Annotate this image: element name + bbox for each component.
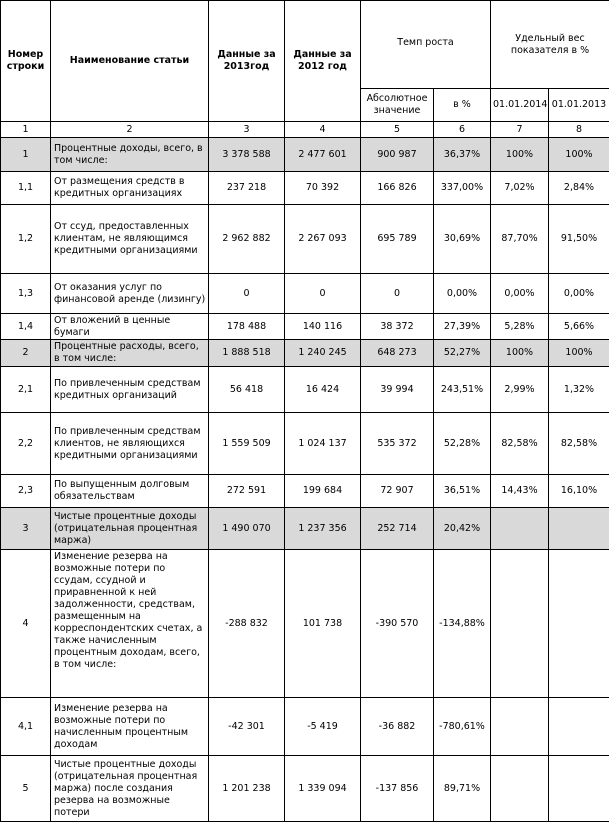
table-row [1,508,609,550]
row-percent: 20,42% [434,508,491,550]
row-share-2014: 100% [491,340,549,367]
column-number: 2 [51,122,209,138]
row-value-2012: 101 738 [285,550,361,698]
row-code: 2 [1,340,51,367]
row-percent: 89,71% [434,756,491,822]
row-name: По выпущенным долговым обязательствам [51,475,209,508]
row-value-2012: 1 339 094 [285,756,361,822]
row-name: Изменение резерва на возможные потери по ссудам, ссудной и приравненной к ней задолженности, средствам, размещенным на корреспондентских счетах, а также начисленным процентным доходам, всего, в том числе: [51,550,209,698]
row-absolute: 252 714 [361,508,434,550]
column-number: 5 [361,122,434,138]
row-absolute: 38 372 [361,314,434,340]
row-value-2013: 178 488 [209,314,285,340]
row-share-2013: 2,84% [549,172,609,205]
row-share-2014 [491,550,549,698]
row-percent: 52,27% [434,340,491,367]
row-percent: -780,61% [434,698,491,756]
row-name: По привлеченным средствам клиентов, не являющихся кредитными организациями [51,413,209,475]
header-date-2014: 01.01.2014 [491,89,549,122]
row-absolute: 72 907 [361,475,434,508]
header-data-2012: Данные за 2012 год [285,1,361,122]
table-row [1,274,609,314]
table-row [1,698,609,756]
row-share-2013: 91,50% [549,205,609,274]
row-name: Изменение резерва на возможные потери по начисленным процентным доходам [51,698,209,756]
row-value-2012: 199 684 [285,475,361,508]
row-name: Чистые процентные доходы (отрицательная процентная маржа) [51,508,209,550]
row-name: От оказания услуг по финансовой аренде (лизингу) [51,274,209,314]
table-row [1,205,609,274]
row-share-2014: 82,58% [491,413,549,475]
row-code: 1,4 [1,314,51,340]
header-growth: Темп роста [361,1,491,89]
row-percent: 52,28% [434,413,491,475]
row-value-2013: 1 201 238 [209,756,285,822]
table-row [1,367,609,413]
row-value-2012: 0 [285,274,361,314]
row-share-2013: 16,10% [549,475,609,508]
row-code: 2,2 [1,413,51,475]
row-value-2012: 2 477 601 [285,138,361,172]
row-name: Процентные доходы, всего, в том числе: [51,138,209,172]
row-value-2012: 16 424 [285,367,361,413]
table-row [1,550,609,698]
row-code: 4 [1,550,51,698]
row-value-2013: 1 559 509 [209,413,285,475]
row-absolute: 900 987 [361,138,434,172]
row-absolute: 648 273 [361,340,434,367]
column-number: 7 [491,122,549,138]
row-code: 2,3 [1,475,51,508]
row-share-2013 [549,698,609,756]
row-code: 1,1 [1,172,51,205]
row-value-2013: 0 [209,274,285,314]
row-share-2014 [491,698,549,756]
row-share-2014 [491,756,549,822]
row-value-2013: 1 888 518 [209,340,285,367]
column-number: 1 [1,122,51,138]
row-code: 5 [1,756,51,822]
row-value-2013: 2 962 882 [209,205,285,274]
row-share-2014: 14,43% [491,475,549,508]
header-data-2013: Данные за 2013год [209,1,285,122]
row-share-2014: 87,70% [491,205,549,274]
column-number: 3 [209,122,285,138]
table-row [1,340,609,367]
row-name: От ссуд, предоставленных клиентам, не являющимся кредитными организациями [51,205,209,274]
row-percent: 27,39% [434,314,491,340]
row-value-2012: 1 024 137 [285,413,361,475]
row-code: 1,2 [1,205,51,274]
row-share-2013 [549,508,609,550]
table-row [1,172,609,205]
row-code: 3 [1,508,51,550]
row-absolute: 39 994 [361,367,434,413]
row-absolute: 166 826 [361,172,434,205]
row-code: 4,1 [1,698,51,756]
header-absolute: Абсолютное значение [361,89,434,122]
table-row [1,756,609,822]
row-value-2012: 2 267 093 [285,205,361,274]
header-date-2013: 01.01.2013 [549,89,609,122]
column-number: 6 [434,122,491,138]
row-share-2013: 100% [549,138,609,172]
row-percent: -134,88% [434,550,491,698]
row-share-2014: 5,28% [491,314,549,340]
row-code: 2,1 [1,367,51,413]
row-code: 1 [1,138,51,172]
row-value-2012: 140 116 [285,314,361,340]
column-number: 4 [285,122,361,138]
header-name: Наименование статьи [51,1,209,122]
row-percent: 337,00% [434,172,491,205]
table-row [1,138,609,172]
row-value-2012: 1 237 356 [285,508,361,550]
row-code: 1,3 [1,274,51,314]
row-absolute: -36 882 [361,698,434,756]
row-percent: 243,51% [434,367,491,413]
row-share-2014: 100% [491,138,549,172]
row-percent: 36,51% [434,475,491,508]
row-percent: 0,00% [434,274,491,314]
row-share-2013: 0,00% [549,274,609,314]
row-share-2014: 2,99% [491,367,549,413]
column-number-row [1,122,609,138]
row-share-2014 [491,508,549,550]
row-percent: 30,69% [434,205,491,274]
row-name: Чистые процентные доходы (отрицательная процентная маржа) после создания резерва на возможные потери [51,756,209,822]
row-value-2012: 70 392 [285,172,361,205]
row-share-2013 [549,756,609,822]
row-value-2013: -42 301 [209,698,285,756]
row-share-2014: 7,02% [491,172,549,205]
row-absolute: 535 372 [361,413,434,475]
row-absolute: -137 856 [361,756,434,822]
row-value-2013: 56 418 [209,367,285,413]
row-share-2013: 100% [549,340,609,367]
row-share-2013 [549,550,609,698]
row-name: От вложений в ценные бумаги [51,314,209,340]
header-percent: в % [434,89,491,122]
row-share-2013: 5,66% [549,314,609,340]
row-value-2013: 237 218 [209,172,285,205]
row-percent: 36,37% [434,138,491,172]
row-value-2012: 1 240 245 [285,340,361,367]
row-value-2013: 272 591 [209,475,285,508]
row-absolute: -390 570 [361,550,434,698]
row-share-2013: 82,58% [549,413,609,475]
row-value-2013: 1 490 070 [209,508,285,550]
row-share-2013: 1,32% [549,367,609,413]
table-row [1,413,609,475]
header-share: Удельный вес показателя в % [491,1,609,89]
row-value-2013: 3 378 588 [209,138,285,172]
row-share-2014: 0,00% [491,274,549,314]
row-value-2013: -288 832 [209,550,285,698]
table-row [1,314,609,340]
header-row-top [1,1,609,89]
header-row-no: Номер строки [1,1,51,122]
row-name: Процентные расходы, всего, в том числе: [51,340,209,367]
row-value-2012: -5 419 [285,698,361,756]
row-name: По привлеченным средствам кредитных организаций [51,367,209,413]
table-body [1,138,609,822]
row-absolute: 0 [361,274,434,314]
column-number: 8 [549,122,609,138]
row-name: От размещения средств в кредитных организациях [51,172,209,205]
row-absolute: 695 789 [361,205,434,274]
table-row [1,475,609,508]
